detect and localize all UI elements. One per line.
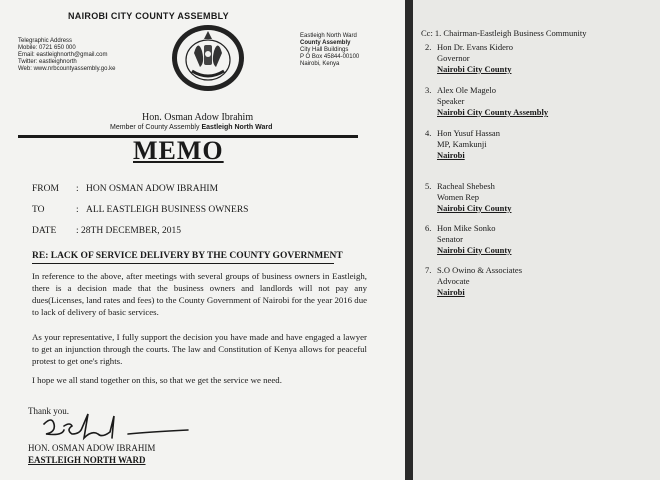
contact-line: Web: www.nrbcountyassembly.go.ke <box>18 66 116 72</box>
cc-recipient-name: Alex Ole Magelo <box>437 85 497 95</box>
cc-recipient-title: Senator <box>437 234 463 244</box>
member-ward: Eastleigh North Ward <box>201 124 273 131</box>
cc-recipient-org: Nairobi City County <box>437 64 512 74</box>
date-label: DATE <box>32 226 57 236</box>
body-paragraph-2: As your representative, I fully support the decision you have made and have engaged a lawyer to get an injunction through the courts. The law and Constitution of Kenya allows for peaceful protest to get one's rights. <box>32 332 367 366</box>
to-value: ALL EASTLEIGH BUSINESS OWNERS <box>86 205 249 215</box>
page-gap <box>405 0 413 480</box>
county-seal-icon <box>170 23 246 93</box>
cc-recipient-org: Nairobi <box>437 287 465 297</box>
cc-recipient-number: 2. <box>425 42 432 52</box>
cc-page <box>413 0 660 480</box>
cc-recipient-title: MP, Kamkunji <box>437 139 487 149</box>
body-paragraph-3: I hope we all stand together on this, so that we get the service we need. <box>32 375 282 385</box>
address-line: Nairobi, Kenya <box>300 61 340 67</box>
cc-intro: Cc: 1. Chairman-Eastleigh Business Community <box>421 28 587 38</box>
cc-recipient-name: Hon Dr. Evans Kidero <box>437 42 514 52</box>
cc-recipient-title: Women Rep <box>437 192 480 202</box>
cc-recipient-org: Nairobi City County Assembly <box>437 107 549 117</box>
from-label: FROM <box>32 184 59 194</box>
cc-recipient-number: 5. <box>425 181 432 191</box>
body-paragraph-1: In reference to the above, after meetings with several groups of business owners in Eastleigh, there is a decision made that the business owners and landlords will not pay any dues(Licenses, land rates and fees) to the County Government of Nairobi for the year 2016 due to lack of delivery of basic services. <box>32 271 367 317</box>
member-name: Hon. Osman Adow Ibrahim <box>142 112 254 123</box>
assembly-name: NAIROBI CITY COUNTY ASSEMBLY <box>68 11 229 21</box>
cc-recipient-title: Speaker <box>437 96 465 106</box>
cc-recipient-number: 4. <box>425 128 432 138</box>
contact-line: Email: eastleighnorth@gmail.com <box>18 52 108 58</box>
closing-text: Thank you. <box>28 406 69 416</box>
address-line: Eastleigh North Ward <box>300 33 357 39</box>
contact-line: Telegraphic Address <box>18 38 73 44</box>
signatory-ward: EASTLEIGH NORTH WARD <box>28 455 146 465</box>
cc-recipient-org: Nairobi City County <box>437 203 512 213</box>
memo-title: MEMO <box>133 136 224 165</box>
cc-recipient-name: Hon Yusuf Hassan <box>437 128 500 138</box>
subject-underline <box>32 263 334 264</box>
cc-recipient-title: Governor <box>437 53 470 63</box>
cc-recipient-number: 6. <box>425 223 432 233</box>
to-label: TO <box>32 205 45 215</box>
handwritten-signature <box>40 410 200 444</box>
address-line: County Assembly <box>300 40 351 46</box>
cc-recipient-number: 3. <box>425 85 432 95</box>
member-role <box>110 124 272 131</box>
cc-recipient-title: Advocate <box>437 276 470 286</box>
date-value: : 28TH DECEMBER, 2015 <box>76 226 182 236</box>
cc-recipient-name: Racheal Shebesh <box>437 181 495 191</box>
cc-recipient-org: Nairobi <box>437 150 465 160</box>
address-line: City Hall Buildings <box>300 47 349 53</box>
member-role-prefix: Member of County Assembly <box>110 124 200 131</box>
from-colon: : <box>76 184 79 194</box>
to-colon: : <box>76 205 79 215</box>
memo-subject: RE: LACK OF SERVICE DELIVERY BY THE COUNTY GOVERNMENT <box>32 251 343 261</box>
cc-recipient-number: 7. <box>425 265 432 275</box>
contact-line: Twitter: eastleighnorth <box>18 59 77 65</box>
cc-recipient-org: Nairobi City County <box>437 245 512 255</box>
address-line: P O Box 45844-00100 <box>300 54 360 60</box>
cc-recipient-name: S.O Owino & Associates <box>437 265 522 275</box>
cc-recipient-name: Hon Mike Sonko <box>437 223 496 233</box>
signatory-name: HON. OSMAN ADOW IBRAHIM <box>28 443 156 453</box>
from-value: HON OSMAN ADOW IBRAHIM <box>86 184 219 194</box>
contact-line: Mobile: 0721 650 000 <box>18 45 76 51</box>
